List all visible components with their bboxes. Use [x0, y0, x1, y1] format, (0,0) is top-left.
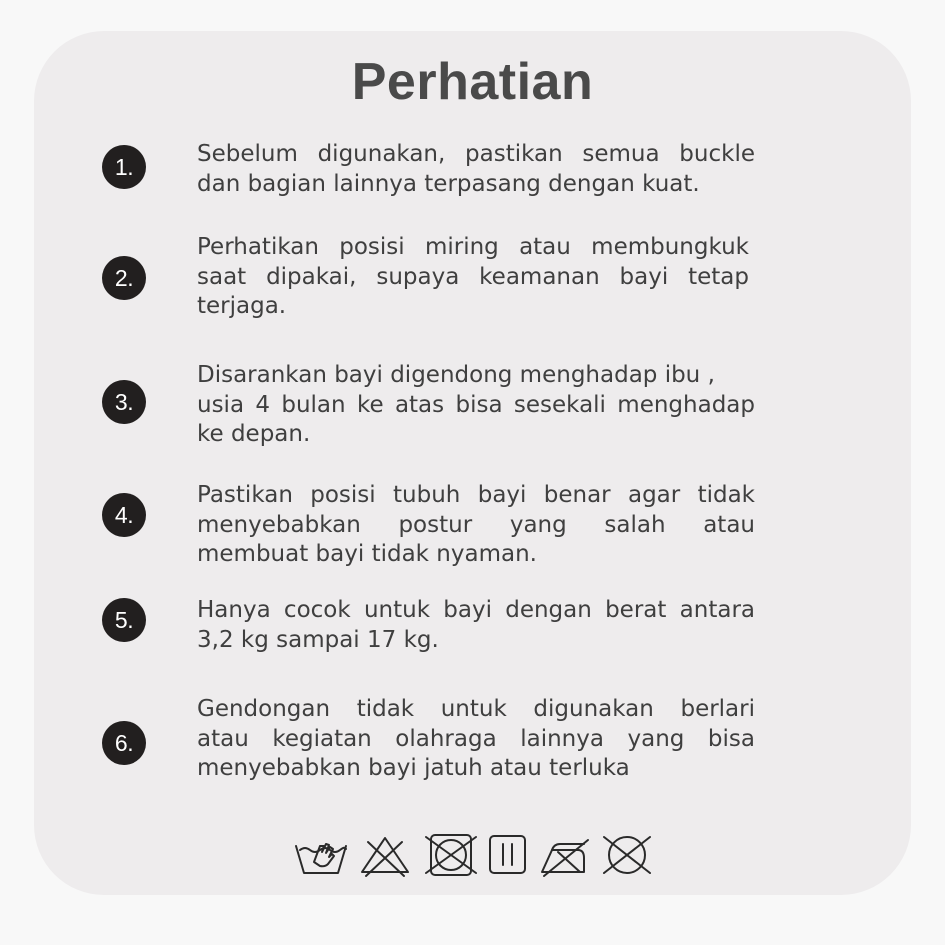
- item-number-badge: 3.: [102, 380, 146, 424]
- item-line: atau kegiatan olahraga lainnya yang bisa: [197, 725, 755, 752]
- do-not-iron-icon: [538, 832, 592, 878]
- item-number-badge: 6.: [102, 721, 146, 765]
- do-not-tumble-dry-icon: [424, 832, 478, 878]
- do-not-bleach-icon: [358, 832, 412, 878]
- item-line: saat dipakai, supaya keamanan bayi tetap: [197, 263, 749, 290]
- item-line: Disarankan bayi digendong menghadap ibu ,: [197, 362, 715, 388]
- list-item-text: [197, 233, 749, 322]
- item-number-badge: 4.: [102, 493, 146, 537]
- item-line: ke depan.: [197, 421, 311, 447]
- item-line: usia 4 bulan ke atas bisa sesekali menghadap: [197, 391, 755, 418]
- item-line: menyebabkan bayi jatuh atau terluka: [197, 755, 630, 781]
- list-item-text: [197, 361, 755, 450]
- item-number-badge: 2.: [102, 256, 146, 300]
- do-not-dry-clean-icon: [600, 832, 654, 878]
- list-item-text: [197, 596, 755, 655]
- line-dry-icon: [488, 832, 528, 878]
- care-symbols-row: [292, 832, 657, 878]
- list-item-text: [197, 140, 755, 199]
- item-line: Gendongan tidak untuk digunakan berlari: [197, 696, 755, 722]
- item-line: menyebabkan postur yang salah atau: [197, 511, 755, 538]
- list-item-text: [197, 695, 755, 784]
- item-number-badge: 1.: [102, 145, 146, 189]
- item-line: Pastikan posisi tubuh bayi benar agar tidak: [197, 482, 755, 508]
- item-line: Sebelum digunakan, pastikan semua buckle: [197, 141, 755, 167]
- item-line: 3,2 kg sampai 17 kg.: [197, 626, 439, 653]
- item-line: Perhatikan posisi miring atau membungkuk: [197, 234, 749, 260]
- item-line: membuat bayi tidak nyaman.: [197, 541, 537, 567]
- item-number-badge: 5.: [102, 598, 146, 642]
- item-line: Hanya cocok untuk bayi dengan berat antara: [197, 597, 755, 623]
- hand-wash-icon: [294, 832, 348, 878]
- list-item-text: [197, 481, 755, 570]
- item-line: terjaga.: [197, 293, 287, 319]
- page-title: Perhatian: [351, 53, 594, 111]
- item-line: dan bagian lainnya terpasang dengan kuat.: [197, 170, 700, 197]
